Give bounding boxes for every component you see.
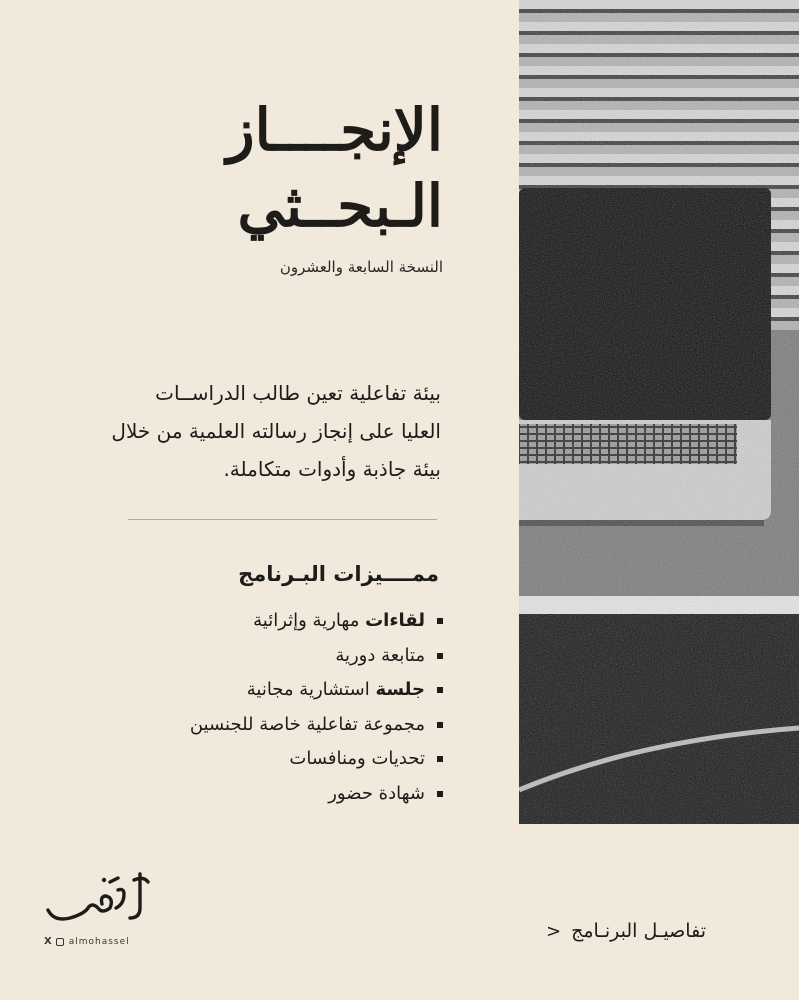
program-details-label: تفاصيـل البرنـامج — [571, 920, 706, 942]
title-line-2: الـبحــثي — [237, 172, 443, 240]
feature-text: مهارية وإثرائية — [253, 610, 366, 631]
square-bullet-icon — [437, 756, 443, 762]
features-heading: ممــــيزات البـرنامج — [238, 562, 439, 586]
features-list — [190, 604, 443, 811]
brand-logo — [44, 868, 154, 928]
feature-item — [190, 777, 443, 812]
feature-text: شهادة حضور — [328, 782, 425, 804]
feature-text: متابعة دورية — [335, 644, 425, 666]
feature-item — [190, 639, 443, 674]
intro-paragraph: بيئة تفاعلية تعين طالب الدراســات العليا على إنجاز رسالته العلمية من خلال بيئة جاذبة وأدوات متكاملة. — [111, 381, 441, 481]
square-bullet-icon — [437, 791, 443, 797]
square-bullet-icon — [437, 618, 443, 624]
page-title — [227, 92, 443, 244]
square-bullet-icon — [437, 687, 443, 693]
feature-bold: جلسة — [375, 679, 425, 700]
feature-bold: لقاءات — [365, 610, 425, 631]
feature-text: استشارية مجانية — [246, 679, 376, 700]
feature-item — [190, 673, 443, 708]
program-details-link[interactable] — [546, 920, 706, 942]
title-line-1: الإنجــــاز — [226, 96, 443, 164]
edition-subtitle: النسخة السابعة والعشرون — [279, 258, 443, 276]
square-bullet-icon — [437, 653, 443, 659]
section-divider — [128, 519, 437, 520]
social-handle — [44, 936, 130, 947]
feature-item — [190, 742, 443, 777]
handle-text: almohassel — [68, 936, 130, 947]
feature-item — [190, 604, 443, 639]
feature-text: مجموعة تفاعلية خاصة للجنسين — [189, 713, 425, 735]
feature-text: تحديات ومنافسات — [289, 748, 425, 769]
square-bullet-icon — [437, 722, 443, 728]
chevron-left-icon: < — [545, 920, 562, 942]
x-logo-icon: X — [44, 936, 53, 947]
feature-item — [190, 708, 443, 743]
instagram-icon — [56, 938, 64, 946]
hero-photo-laptop — [519, 0, 799, 824]
